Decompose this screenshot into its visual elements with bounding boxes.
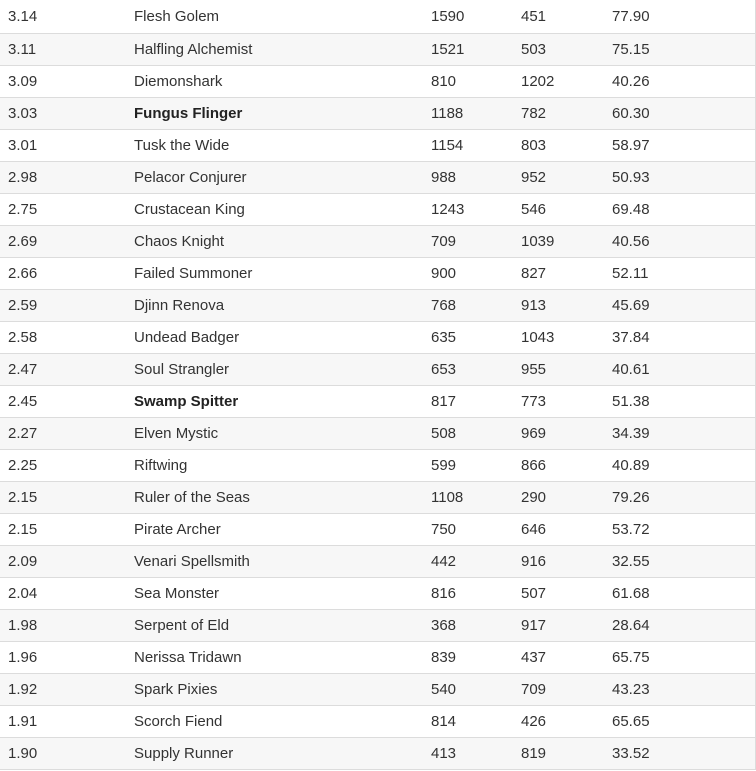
value-a-cell: 750 <box>423 514 513 546</box>
table-row <box>0 514 755 546</box>
value-a-cell: 442 <box>423 546 513 578</box>
value-a-cell: 599 <box>423 450 513 482</box>
value-a-cell: 508 <box>423 418 513 450</box>
value-a-cell: 900 <box>423 258 513 290</box>
value-a-cell: 709 <box>423 226 513 258</box>
score-cell: 2.45 <box>0 386 126 418</box>
value-b-cell: 969 <box>513 418 604 450</box>
percent-cell: 40.89 <box>604 450 755 482</box>
name-cell: Swamp Spitter <box>126 386 423 418</box>
table-row <box>0 258 755 290</box>
percent-cell: 69.48 <box>604 194 755 226</box>
table-row <box>0 738 755 770</box>
score-cell: 3.09 <box>0 66 126 98</box>
name-cell: Flesh Golem <box>126 0 423 34</box>
value-b-cell: 451 <box>513 0 604 34</box>
percent-cell: 40.56 <box>604 226 755 258</box>
name-cell: Halfling Alchemist <box>126 34 423 66</box>
name-cell: Pelacor Conjurer <box>126 162 423 194</box>
score-cell: 2.04 <box>0 578 126 610</box>
value-a-cell: 635 <box>423 322 513 354</box>
value-a-cell: 816 <box>423 578 513 610</box>
percent-cell: 65.65 <box>604 706 755 738</box>
table-row <box>0 674 755 706</box>
name-cell: Chaos Knight <box>126 226 423 258</box>
value-b-cell: 1039 <box>513 226 604 258</box>
name-cell: Spark Pixies <box>126 674 423 706</box>
percent-cell: 79.26 <box>604 482 755 514</box>
score-cell: 2.98 <box>0 162 126 194</box>
table-row <box>0 0 755 34</box>
table-row <box>0 482 755 514</box>
name-cell: Pirate Archer <box>126 514 423 546</box>
name-cell: Tusk the Wide <box>126 130 423 162</box>
value-a-cell: 413 <box>423 738 513 770</box>
percent-cell: 40.61 <box>604 354 755 386</box>
name-cell: Serpent of Eld <box>126 610 423 642</box>
value-b-cell: 709 <box>513 674 604 706</box>
value-b-cell: 546 <box>513 194 604 226</box>
percent-cell: 53.72 <box>604 514 755 546</box>
table-row <box>0 354 755 386</box>
value-b-cell: 773 <box>513 386 604 418</box>
score-cell: 2.27 <box>0 418 126 450</box>
table-row <box>0 226 755 258</box>
name-cell: Supply Runner <box>126 738 423 770</box>
value-a-cell: 839 <box>423 642 513 674</box>
score-cell: 1.96 <box>0 642 126 674</box>
value-b-cell: 290 <box>513 482 604 514</box>
percent-cell: 45.69 <box>604 290 755 322</box>
value-a-cell: 368 <box>423 610 513 642</box>
table-row <box>0 130 755 162</box>
score-cell: 1.92 <box>0 674 126 706</box>
value-a-cell: 988 <box>423 162 513 194</box>
value-b-cell: 866 <box>513 450 604 482</box>
name-cell: Scorch Fiend <box>126 706 423 738</box>
value-b-cell: 426 <box>513 706 604 738</box>
table-row <box>0 610 755 642</box>
score-cell: 2.15 <box>0 482 126 514</box>
name-cell: Failed Summoner <box>126 258 423 290</box>
percent-cell: 77.90 <box>604 0 755 34</box>
table-row <box>0 642 755 674</box>
percent-cell: 33.52 <box>604 738 755 770</box>
name-cell: Crustacean King <box>126 194 423 226</box>
table-row <box>0 34 755 66</box>
value-b-cell: 952 <box>513 162 604 194</box>
score-cell: 2.58 <box>0 322 126 354</box>
percent-cell: 43.23 <box>604 674 755 706</box>
percent-cell: 28.64 <box>604 610 755 642</box>
score-cell: 2.25 <box>0 450 126 482</box>
value-b-cell: 819 <box>513 738 604 770</box>
table-row <box>0 98 755 130</box>
name-cell: Nerissa Tridawn <box>126 642 423 674</box>
table-row <box>0 290 755 322</box>
table-row <box>0 386 755 418</box>
name-cell: Undead Badger <box>126 322 423 354</box>
table-row <box>0 322 755 354</box>
value-b-cell: 646 <box>513 514 604 546</box>
value-a-cell: 814 <box>423 706 513 738</box>
value-b-cell: 1202 <box>513 66 604 98</box>
value-b-cell: 916 <box>513 546 604 578</box>
value-b-cell: 955 <box>513 354 604 386</box>
percent-cell: 61.68 <box>604 578 755 610</box>
name-cell: Soul Strangler <box>126 354 423 386</box>
name-cell: Fungus Flinger <box>126 98 423 130</box>
score-cell: 2.75 <box>0 194 126 226</box>
percent-cell: 75.15 <box>604 34 755 66</box>
value-b-cell: 827 <box>513 258 604 290</box>
score-cell: 1.91 <box>0 706 126 738</box>
score-cell: 1.98 <box>0 610 126 642</box>
value-b-cell: 917 <box>513 610 604 642</box>
value-b-cell: 437 <box>513 642 604 674</box>
value-a-cell: 1243 <box>423 194 513 226</box>
score-cell: 2.09 <box>0 546 126 578</box>
value-a-cell: 1521 <box>423 34 513 66</box>
value-b-cell: 913 <box>513 290 604 322</box>
value-b-cell: 1043 <box>513 322 604 354</box>
value-b-cell: 507 <box>513 578 604 610</box>
percent-cell: 58.97 <box>604 130 755 162</box>
score-cell: 2.59 <box>0 290 126 322</box>
value-a-cell: 817 <box>423 386 513 418</box>
table-row <box>0 418 755 450</box>
name-cell: Riftwing <box>126 450 423 482</box>
name-cell: Diemonshark <box>126 66 423 98</box>
table-row <box>0 66 755 98</box>
table-row <box>0 450 755 482</box>
table-row <box>0 578 755 610</box>
percent-cell: 65.75 <box>604 642 755 674</box>
score-cell: 2.15 <box>0 514 126 546</box>
value-a-cell: 1108 <box>423 482 513 514</box>
value-b-cell: 803 <box>513 130 604 162</box>
score-cell: 2.66 <box>0 258 126 290</box>
score-cell: 2.47 <box>0 354 126 386</box>
table-row <box>0 546 755 578</box>
value-a-cell: 653 <box>423 354 513 386</box>
table-row <box>0 706 755 738</box>
name-cell: Djinn Renova <box>126 290 423 322</box>
score-cell: 3.01 <box>0 130 126 162</box>
percent-cell: 32.55 <box>604 546 755 578</box>
table-row <box>0 194 755 226</box>
percent-cell: 40.26 <box>604 66 755 98</box>
score-cell: 3.03 <box>0 98 126 130</box>
percent-cell: 50.93 <box>604 162 755 194</box>
name-cell: Sea Monster <box>126 578 423 610</box>
value-b-cell: 782 <box>513 98 604 130</box>
score-cell: 3.11 <box>0 34 126 66</box>
score-cell: 2.69 <box>0 226 126 258</box>
percent-cell: 37.84 <box>604 322 755 354</box>
value-a-cell: 1590 <box>423 0 513 34</box>
percent-cell: 34.39 <box>604 418 755 450</box>
percent-cell: 51.38 <box>604 386 755 418</box>
value-a-cell: 810 <box>423 66 513 98</box>
value-a-cell: 768 <box>423 290 513 322</box>
value-a-cell: 540 <box>423 674 513 706</box>
table-row <box>0 162 755 194</box>
value-a-cell: 1188 <box>423 98 513 130</box>
percent-cell: 52.11 <box>604 258 755 290</box>
score-cell: 3.14 <box>0 0 126 34</box>
percent-cell: 60.30 <box>604 98 755 130</box>
name-cell: Venari Spellsmith <box>126 546 423 578</box>
score-cell: 1.90 <box>0 738 126 770</box>
value-a-cell: 1154 <box>423 130 513 162</box>
name-cell: Ruler of the Seas <box>126 482 423 514</box>
value-b-cell: 503 <box>513 34 604 66</box>
name-cell: Elven Mystic <box>126 418 423 450</box>
